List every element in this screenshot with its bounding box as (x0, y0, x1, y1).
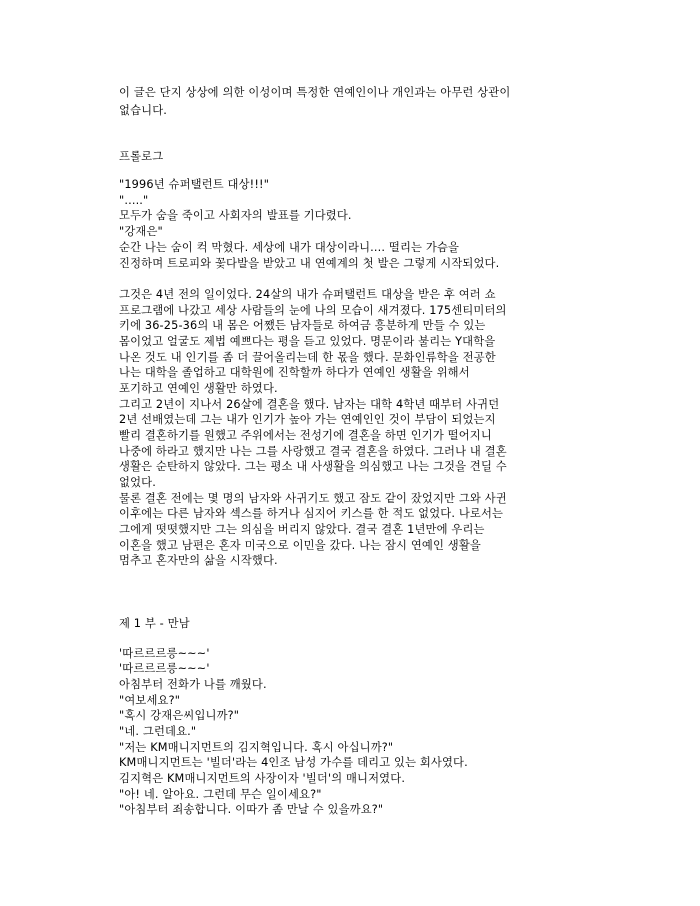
chapter-line: "아침부터 죄송합니다. 이따가 좀 만날 수 있을까요?" (119, 803, 384, 816)
prologue-line: 이혼을 했고 남편은 혼자 미국으로 이민을 갔다. 나는 잠시 연예인 생활을 (119, 539, 481, 552)
prologue-line: 나온 것도 내 인기를 좀 더 끌어올리는데 한 몫을 했다. 문화인류학을 전공한 (119, 351, 496, 364)
chapter-line: '따르르르릉~~~' (119, 647, 210, 660)
prologue-heading: 프롤로그 (119, 150, 164, 163)
prologue-line: 나중에 하라고 했지만 나는 그를 사랑했고 결국 결혼을 하였다. 그러나 내 결혼 (119, 445, 507, 458)
prologue-line: 포기하고 연예인 생활만 하였다. (119, 382, 278, 395)
prologue-line: 멈추고 혼자만의 삶을 시작했다. (119, 554, 278, 567)
chapter-line: "아! 네. 알아요. 그런데 무슨 일이세요?" (119, 788, 322, 801)
chapter-line: KM매니지먼트는 '빌더'라는 4인조 남성 가수를 데리고 있는 회사였다. (119, 756, 468, 769)
disclaimer-line: 이 글은 단지 상상에 의한 이성이며 특정한 연예인이나 개인과는 아무런 상관이 (119, 86, 511, 99)
disclaimer-line: 없습니다. (119, 104, 167, 117)
prologue-line: 그에게 떳떳했지만 그는 의심을 버리지 않았다. 결국 결혼 1년만에 우리는 (119, 523, 485, 536)
prologue-line: "1996년 슈퍼탤런트 대상!!!" (119, 178, 270, 191)
prologue-line: 그것은 4년 전의 일이었다. 24살의 내가 슈퍼탤런트 대상을 받은 후 여러 쇼 (119, 288, 496, 301)
prologue-line: 없었다. (119, 476, 156, 489)
prologue-line: 진정하며 트로피와 꽃다발을 받았고 내 연예계의 첫 발은 그렇게 시작되었다. (119, 257, 500, 270)
prologue-line: 순간 나는 숨이 컥 막혔다. 세상에 내가 대상이라니.... 떨리는 가슴을 (119, 241, 460, 254)
chapter-line: 김지혁은 KM매니지먼트의 사장이자 '빌더'의 매니저였다. (119, 772, 406, 785)
chapter-line: "여보세요?" (119, 694, 181, 707)
prologue-line: 모두가 숨을 죽이고 사회자의 발표를 기다렸다. (119, 209, 352, 222)
chapter-heading: 제 1 부 - 만남 (119, 617, 190, 630)
prologue-line: 이후에는 다른 남자와 섹스를 하거나 심지어 키스를 한 적도 없었다. 나로서는 (119, 507, 504, 520)
prologue-line: 그리고 2년이 지나서 26살에 결혼을 했다. 남자는 대학 4학년 때부터 사귀던 (119, 398, 500, 411)
prologue-line: 몸이었고 얼굴도 제법 예쁘다는 평을 듣고 있었다. 명문이라 불리는 Y대학을 (119, 335, 496, 348)
prologue-line: 빨리 결혼하기를 원했고 주위에서는 전성기에 결혼을 하면 인기가 떨어지니 (119, 429, 492, 442)
prologue-line: 프로그램에 나갔고 세상 사람들의 눈에 나의 모습이 새겨졌다. 175센티미터의 (119, 304, 507, 317)
chapter-line: "혹시 강재은씨입니까?" (119, 709, 240, 722)
prologue-line: 물론 결혼 전에는 몇 명의 남자와 사귀기도 했고 잠도 같이 잤었지만 그와 사귄 (119, 492, 507, 505)
chapter-line: '따르르르릉~~~' (119, 662, 210, 675)
chapter-line: "저는 KM매니지먼트의 김지혁입니다. 혹시 아십니까?" (119, 741, 394, 754)
prologue-line: "강재은" (119, 225, 163, 238)
chapter-line: 아침부터 전화가 나를 깨웠다. (119, 678, 267, 691)
prologue-line: 키에 36-25-36의 내 몸은 어쨌든 남자들로 하여금 흥분하게 만들 수 있는 (119, 319, 486, 332)
prologue-line: 나는 대학을 졸업하고 대학원에 진학할까 하다가 연예인 생활을 위해서 (119, 366, 470, 379)
prologue-line: 2년 선배였는데 그는 내가 인기가 높아 가는 연예인인 것이 부담이 되었는지 (119, 413, 496, 426)
chapter-line: "네. 그런데요." (119, 725, 197, 738)
prologue-line: "....." (119, 194, 149, 207)
prologue-line: 생활은 순탄하지 않았다. 그는 평소 내 사생활을 의심했고 나는 그것을 견딜 수 (119, 460, 507, 473)
